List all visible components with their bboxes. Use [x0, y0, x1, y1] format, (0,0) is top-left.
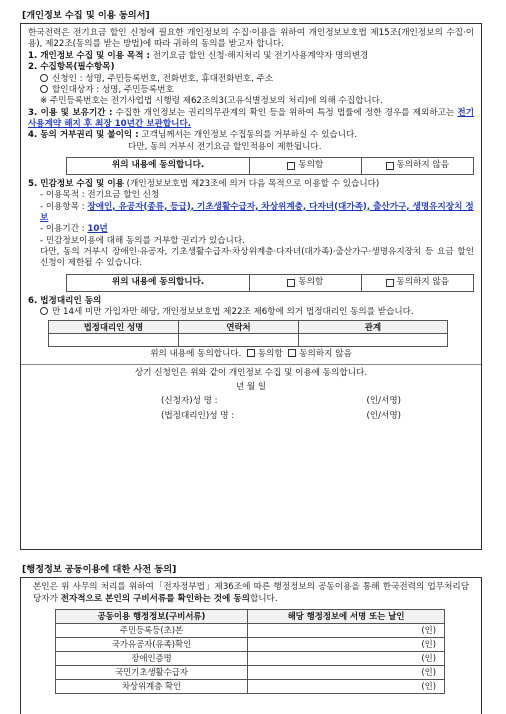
- agent-contact-field[interactable]: [179, 334, 299, 347]
- applicant-seal[interactable]: (인/서명): [366, 396, 401, 407]
- legal-agent-table: [48, 320, 448, 347]
- bullet-circle-icon: [40, 307, 48, 315]
- admin-info-box: [20, 577, 482, 714]
- item-5-period-label: - 이용기간 :: [40, 224, 88, 235]
- item-3-text: 수집한 개인정보는 권리의무관계의 확인 등을 위하여 특정 법률에 정한 경우를 제외하고는: [112, 107, 455, 118]
- legal-agree-text: 위의 내용에 동의합니다.: [150, 349, 242, 360]
- item-2-applicant: [28, 74, 474, 85]
- item-6-text: [28, 307, 474, 318]
- col-contact: 연락처: [179, 321, 299, 334]
- agree-no-option[interactable]: [362, 275, 473, 291]
- date-line[interactable]: 년 월 일: [235, 382, 267, 393]
- doc-name: 장애인증명: [56, 651, 248, 665]
- agree-no-label: 동의하지 않음: [396, 160, 450, 171]
- agree-no-option[interactable]: [362, 158, 473, 174]
- item-2-note: ※ 주민등록번호는 전기사업법 시행령 제62조의3(고유식별정보의 처리)에 의해 수집합니다.: [40, 96, 383, 107]
- item-5-text: (개인정보보호법 제23조에 의거 다음 목적으로 이용할 수 있습니다): [123, 178, 380, 189]
- retention-period-highlight: 전기사용계약 해지 후 최장 10년간 보관합니다.: [28, 107, 474, 129]
- consent-statement: 상기 신청인은 위와 같이 개인정보 수집 및 이용에 동의합니다.: [134, 367, 368, 378]
- table-row: [56, 637, 445, 651]
- agree-label: 위의 내용에 동의합니다.: [67, 275, 250, 291]
- checkbox-icon[interactable]: [288, 349, 296, 357]
- item-2-target: [28, 85, 474, 96]
- item-3: [28, 108, 474, 131]
- admin-intro-a: 본인은 위 사무의 처리를 위하여「전자정부법」제36조에 따른 행정정보의 공동이용을 통해 한국전력의 업무처리담당자가: [33, 582, 469, 604]
- privacy-consent-title: [개인정보 수집 및 이용 동의서]: [22, 10, 150, 21]
- item-4-label: 4. 동의 거부권리 및 불이익 :: [28, 130, 139, 141]
- agree-yes-option[interactable]: [250, 158, 361, 174]
- item-5-purpose: - 이용목적 : 전기요금 할인 신청: [40, 190, 160, 201]
- item-4-text-2: 다만, 동의 거부시 전기요금 할인적용이 제한됩니다.: [128, 141, 322, 152]
- item-5-items-label: - 이용항목 :: [40, 201, 88, 212]
- item-6-label: 6. 법정대리인 동의: [28, 295, 102, 306]
- checkbox-icon[interactable]: [386, 279, 394, 287]
- item-5-label: 5. 민감정보 수집 및 이용: [28, 178, 124, 189]
- intro-text: 한국전력은 전기요금 할인 신청에 필요한 개인정보의 수집·이용을 위하여 개인정보보호법 제15조(개인정보의 수집·이용), 제22조(동의를 받는 방법)에 따라 귀하의 동의를 받고자 합니다.: [28, 28, 474, 50]
- table-row: [56, 623, 445, 637]
- item-5-refuse: - 민감정보이용에 대해 동의를 거부할 권리가 있습니다.: [40, 235, 245, 246]
- doc-seal[interactable]: (인): [248, 651, 445, 665]
- agree-yes-option[interactable]: [250, 275, 361, 291]
- admin-info-title: [행정정보 공동이용에 대한 사전 동의]: [22, 564, 177, 576]
- item-2-label: 2. 수집항목(필수항목): [28, 62, 115, 73]
- admin-intro-b: 전자적으로 본인의 구비서류를 확인하는 것에 동의: [60, 593, 250, 604]
- legal-agree-no[interactable]: 동의하지 않음: [299, 349, 352, 360]
- agree-yes-label: 동의함: [298, 160, 324, 171]
- doc-seal[interactable]: (인): [248, 637, 445, 651]
- privacy-agree-row: [66, 157, 474, 175]
- doc-seal[interactable]: (인): [248, 623, 445, 637]
- agent-relation-field[interactable]: [299, 334, 448, 347]
- legal-agree-yes[interactable]: 동의함: [257, 349, 283, 360]
- item-1-label: 1. 개인정보 수집 및 이용 목적 :: [28, 50, 150, 61]
- table-row: [49, 334, 448, 347]
- item-2-target-text: 할인대상자 : 성명, 주민등록번호: [52, 84, 174, 95]
- applicant-sign-row: [21, 396, 481, 407]
- item-4-text: 고객님께서는 개인정보 수집동의를 거부하실 수 있습니다.: [138, 130, 358, 141]
- item-2-applicant-text: 신청인 : 성명, 주민등록번호, 전화번호, 휴대전화번호, 주소: [52, 73, 274, 84]
- admin-intro-c: 합니다.: [249, 593, 278, 604]
- item-1-text: 전기요금 할인 신청·해지처리 및 전기사용계약자 명의변경: [149, 50, 369, 61]
- table-row: [56, 679, 445, 693]
- doc-name: 국민기초생활수급자: [56, 665, 248, 679]
- item-5-period: [28, 224, 474, 235]
- shared-docs-table: [55, 609, 445, 694]
- agent-seal[interactable]: (인/서명): [366, 410, 401, 421]
- item-1: [28, 51, 474, 62]
- item-6-text-content: 만 14세 미만 가입자만 해당, 개인정보보호법 제22조 제6항에 의거 법정대리인 동의를 받습니다.: [52, 307, 414, 318]
- agent-name-label: (법정대리인)성 명 :: [161, 410, 235, 421]
- signature-area: [21, 364, 481, 422]
- checkbox-icon[interactable]: [247, 349, 255, 357]
- table-header-row: [49, 321, 448, 334]
- agent-sign-row: [21, 411, 481, 422]
- agree-label: 위의 내용에 동의합니다.: [67, 158, 250, 174]
- table-row: [56, 665, 445, 679]
- agree-yes-label: 동의함: [298, 277, 324, 287]
- agree-no-label: 동의하지 않음: [396, 277, 450, 287]
- doc-name: 차상위계층 확인: [56, 679, 248, 693]
- privacy-consent-box: [20, 23, 482, 550]
- agent-name-field[interactable]: [49, 334, 179, 347]
- item-5: [28, 179, 474, 190]
- col-sign: 해당 행정정보에 서명 또는 날인: [248, 609, 445, 623]
- doc-seal[interactable]: (인): [248, 679, 445, 693]
- doc-seal[interactable]: (인): [248, 665, 445, 679]
- table-row: [56, 651, 445, 665]
- col-agent-name: 법정대리인 성명: [49, 321, 179, 334]
- sensitive-items-highlight: 장애인, 유공자(종류, 등급), 기초생활수급자, 차상위계층, 다자녀(대가족), 출산가구, 생명유지장치 정보: [40, 201, 474, 223]
- legal-agree-row: [28, 349, 474, 360]
- col-relation: 관계: [299, 321, 448, 334]
- bullet-circle-icon: [40, 74, 48, 82]
- checkbox-icon[interactable]: [287, 162, 295, 170]
- sensitive-agree-row: [66, 274, 474, 292]
- item-4: [28, 130, 474, 141]
- doc-name: 주민등록등(초)본: [56, 623, 248, 637]
- table-header-row: [56, 609, 445, 623]
- checkbox-icon[interactable]: [287, 279, 295, 287]
- checkbox-icon[interactable]: [386, 162, 394, 170]
- item-5-items: [28, 202, 474, 225]
- sensitive-period-highlight: 10년: [87, 224, 108, 235]
- item-3-label: 3. 이용 및 보유기간 :: [28, 107, 113, 118]
- bullet-circle-icon: [40, 85, 48, 93]
- applicant-name-label: (신청자)성 명 :: [161, 396, 218, 407]
- item-5-refuse-2: 다만, 동의 거부시 장애인·유공자, 기초생활수급자·차상위계층·다자녀(대가족)·출산가구·생명유지장치 등 요금 할인 신청이 제한될 수 있습니다.: [40, 246, 474, 269]
- admin-intro: [33, 582, 469, 605]
- doc-name: 국가유공자(유족)확인: [56, 637, 248, 651]
- col-shared-doc: 공동이용 행정정보(구비서류): [56, 609, 248, 623]
